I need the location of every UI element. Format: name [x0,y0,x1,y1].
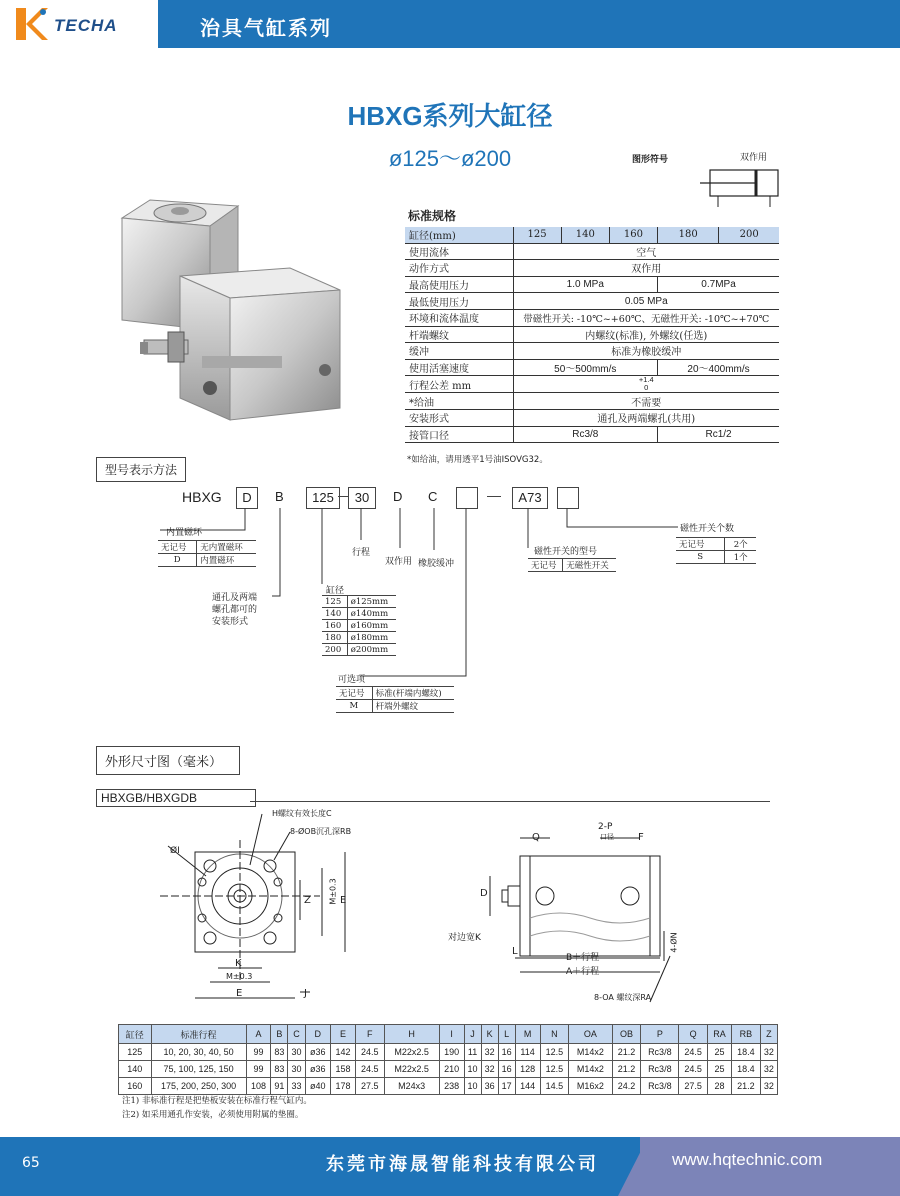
symbol-label: 图形符号 [632,155,669,165]
model-code-prefix: HBXG [182,489,222,505]
dim-cell: M22x2.5 [384,1061,439,1078]
label-e-h: E [236,988,243,999]
dim-header: H [384,1025,439,1044]
dim-note-2: 注2) 如采用通孔作安装，必须使用附属的垫圈。 [122,1110,304,1120]
switch-type-title: 磁性开关的型号 [534,547,598,557]
label-thread: H螺纹有效长度C [272,809,332,818]
switch-desc: 无磁性开关 [563,559,616,572]
dim-header: OA [569,1025,612,1044]
dim-cell: 10 [464,1061,481,1078]
dim-cell: Rc3/8 [641,1061,679,1078]
spec-label: 最低使用压力 [405,293,513,310]
dim-cell: ø36 [305,1061,331,1078]
logo-text: TECHA [54,16,118,35]
dim-header: L [498,1025,515,1044]
count-desc: 1个 [725,551,756,564]
dim-cell: 16 [498,1044,515,1061]
dim-cell: 91 [271,1078,288,1095]
front-view-drawing [150,810,360,1010]
switch-count-table [676,537,756,564]
dim-cell: 21.2 [612,1061,641,1078]
spec-label: *给油 [405,393,513,410]
label-d: D [480,888,488,899]
dim-cell: 158 [331,1061,356,1078]
dim-cell: 99 [246,1061,271,1078]
dim-cell: 32 [481,1044,498,1061]
switch-count-title: 磁性开关个数 [680,524,735,534]
label-flat: 对边宽K [448,933,481,943]
label-phi-n: 4-ØN [669,932,679,953]
mount-desc [212,592,257,628]
spec-label: 行程公差 mm [405,376,513,393]
bore-code: 125 [322,596,347,608]
dim-row [119,1061,778,1078]
spec-value-a: 50～500mm/s [513,359,658,376]
dim-cell: 24.2 [612,1078,641,1095]
dim-cell: ø40 [305,1078,331,1095]
options-title: 可选项 [338,675,366,685]
dim-cell: 24.5 [355,1044,384,1061]
label-oa: 8-OA 螺纹深RA [594,993,652,1002]
bore-size: ø140mm [347,608,396,620]
spec-label: 动作方式 [405,260,513,277]
dim-header: N [540,1025,569,1044]
bore-code: 200 [322,644,347,656]
magnet-code: 无记号 [158,541,197,554]
spec-value: 空气 [513,243,779,260]
magnet-code: D [158,554,197,567]
label-port-sub: 口径 [600,833,614,841]
spec-bore: 125 [513,227,561,243]
dim-header: 标准行程 [151,1025,246,1044]
label-port: 2-P [598,822,613,832]
dim-header: P [641,1025,679,1044]
label-m-v: M±0.3 [328,878,338,905]
count-code: S [676,551,725,564]
dim-cell: 24.5 [679,1044,708,1061]
dim-row [119,1078,778,1095]
dim-cell: 27.5 [355,1078,384,1095]
dim-cell: 14.5 [540,1078,569,1095]
magnet-desc: 无内置磁环 [197,541,256,554]
options-table [336,686,454,713]
dim-cell: 210 [439,1061,464,1078]
dim-header: D [305,1025,331,1044]
dim-cell: 144 [515,1078,540,1095]
dim-cell: 33 [288,1078,305,1095]
dim-header: Z [760,1025,777,1044]
dim-header: K [481,1025,498,1044]
dim-note-1: 注1) 非标准行程是把垫板安装在标准行程气缸内。 [122,1096,312,1106]
code-cushion: C [428,489,438,504]
dim-cell: 25 [708,1061,732,1078]
bore-size: ø180mm [347,632,396,644]
label-b-stroke: B＋行程 [566,953,600,963]
dim-header: F [355,1025,384,1044]
spec-value: 内螺纹(标准), 外螺纹(任选) [513,326,779,343]
dim-cell: 160 [119,1078,152,1095]
dim-cell: 32 [481,1061,498,1078]
bore-title: 缸径 [326,586,345,596]
spec-value-a: Rc3/8 [513,426,658,443]
label-l: L [512,946,518,957]
code-magnet: D [236,487,258,509]
dim-cell: 114 [515,1044,540,1061]
dim-cell: 238 [439,1078,464,1095]
dim-cell: 30 [288,1061,305,1078]
dim-cell: 21.2 [732,1078,761,1095]
dim-header: M [515,1025,540,1044]
spec-bore: 160 [609,227,657,243]
dim-cell: 30 [288,1044,305,1061]
dim-cell: 140 [119,1061,152,1078]
dim-cell: 12.5 [540,1061,569,1078]
dim-cell: 108 [246,1078,271,1095]
spec-value-b: 20～400mm/s [658,359,779,376]
double-label: 双作用 [385,557,413,567]
dim-cell: 83 [271,1044,288,1061]
dim-cell: 32 [760,1061,777,1078]
dim-cell: 125 [119,1044,152,1061]
dim-cell: 178 [331,1078,356,1095]
option-code: 无记号 [336,687,372,700]
page-title: HBXG系列大缸径 [347,101,553,131]
magnet-table [158,540,256,567]
spec-value-b: 0.7MPa [658,276,779,293]
spec-bore: 140 [561,227,609,243]
spec-head-label: 缸径(mm) [405,227,513,243]
dim-cell: 83 [271,1061,288,1078]
magnet-title: 内置磁环 [166,528,203,538]
spec-label: 最高使用压力 [405,276,513,293]
bore-code: 140 [322,608,347,620]
dims-model-label: HBXGB/HBXGDB [96,789,256,807]
bore-size: ø200mm [347,644,396,656]
code-stroke: 30 [348,487,376,509]
dim-body [119,1044,778,1095]
spec-title: 标准规格 [408,209,457,223]
spec-value-a: 1.0 MPa [513,276,658,293]
dim-header: OB [612,1025,641,1044]
label-z: Z [304,895,311,906]
dim-cell: 12.5 [540,1044,569,1061]
bore-size: ø160mm [347,620,396,632]
label-m-h: M±0.3 [226,972,253,981]
spec-label: 杆端螺纹 [405,326,513,343]
mount-line: 通孔及两端 [212,593,258,603]
bore-code: 180 [322,632,347,644]
page-subtitle: ø125～ø200 [388,146,512,171]
label-holes: 8-ØOB沉孔深RB [290,827,352,836]
mount-line: 螺孔都可的 [212,605,258,615]
spec-label: 缓冲 [405,343,513,360]
dim-cell: 18.4 [732,1061,761,1078]
bore-code: 160 [322,620,347,632]
code-mount: B [275,489,284,504]
spec-value-b: Rc1/2 [658,426,779,443]
spec-bore: 200 [719,227,779,243]
switch-code: 无记号 [528,559,563,572]
spec-label: 环境和流体温度 [405,309,513,326]
dim-cell: 10, 20, 30, 40, 50 [151,1044,246,1061]
dim-cell: 25 [708,1044,732,1061]
tolerance-minus: 0 [644,383,649,393]
count-desc: 2个 [725,538,756,551]
spec-value: 双作用 [513,260,779,277]
dim-cell: 21.2 [612,1044,641,1061]
spec-value: 0.05 MPa [513,293,779,310]
dim-row [119,1044,778,1061]
stroke-label: 行程 [352,548,371,558]
dim-cell: 142 [331,1044,356,1061]
dim-header: RB [732,1025,761,1044]
label-e-v: E [340,895,347,906]
magnet-desc: 内置磁环 [197,554,256,567]
dim-cell: M24x3 [384,1078,439,1095]
dims-rule [250,801,770,802]
spec-value: 通孔及两端螺孔(共用) [513,409,779,426]
label-phi-i: ØI [170,846,180,856]
label-a-stroke: A＋行程 [566,967,600,977]
dims-section-title: 外形尺寸图（毫米） [96,746,240,775]
dim-cell: 99 [246,1044,271,1061]
switch-type-table [528,558,616,572]
bore-table [322,595,396,656]
spec-value: 不需要 [513,393,779,410]
option-desc: 杆端外螺纹 [372,700,454,713]
tolerance-plus: +1.4 [638,375,654,385]
page-number: 65 [22,1155,40,1171]
dim-cell: 28 [708,1078,732,1095]
dim-cell: 32 [760,1078,777,1095]
dim-header: J [464,1025,481,1044]
dim-cell: 10 [464,1078,481,1095]
website-link[interactable]: www.hqtechnic.com [672,1150,823,1169]
spec-value: 标准为橡胶缓冲 [513,343,779,360]
dim-header: B [271,1025,288,1044]
dim-header: I [439,1025,464,1044]
dim-cell: 27.5 [679,1078,708,1095]
dim-cell: 11 [464,1044,481,1061]
header-title: 治具气缸系列 [200,16,332,40]
dim-cell: M14x2 [569,1061,612,1078]
dim-cell: 32 [760,1044,777,1061]
model-section-title: 型号表示方法 [96,457,186,482]
spec-note: *如给油，请用透平1号油ISOVG32。 [407,455,548,465]
dim-cell: 36 [481,1078,498,1095]
code-bore: 125 [306,487,340,509]
spec-label: 使用活塞速度 [405,359,513,376]
spec-label: 使用流体 [405,243,513,260]
symbol-type: 双作用 [740,153,768,163]
dim-cell: M14x2 [569,1044,612,1061]
label-j: J [304,988,307,999]
dim-cell: M16x2 [569,1078,612,1095]
dim-header: Q [679,1025,708,1044]
code-double: D [393,489,403,504]
dim-cell: 24.5 [679,1061,708,1078]
label-q: Q [532,832,540,843]
dim-cell: 16 [498,1061,515,1078]
side-view-drawing [440,826,690,1016]
spec-value: 带磁性开关: -10℃~+60℃、无磁性开关: -10℃~+70℃ [513,309,779,326]
count-code: 无记号 [676,538,725,551]
dim-header-row [119,1025,778,1044]
dim-cell: 190 [439,1044,464,1061]
dim-cell: M22x2.5 [384,1044,439,1061]
dim-header: A [246,1025,271,1044]
dim-cell: 175, 200, 250, 300 [151,1078,246,1095]
dim-cell: 128 [515,1061,540,1078]
code-switch-type: A73 [512,487,548,509]
dimension-table [118,1024,778,1095]
option-code: M [336,700,372,713]
dim-header: E [331,1025,356,1044]
cushion-label: 橡胶缓冲 [418,559,455,569]
option-desc: 标准(杆端内螺纹) [372,687,454,700]
dim-header: RA [708,1025,732,1044]
dim-header: 缸径 [119,1025,152,1044]
spec-label: 安装形式 [405,409,513,426]
dim-cell: 18.4 [732,1044,761,1061]
spec-bore: 180 [658,227,719,243]
dim-cell: ø36 [305,1044,331,1061]
dim-header: C [288,1025,305,1044]
footer-divider [618,1137,648,1196]
dim-cell: 17 [498,1078,515,1095]
dim-cell: Rc3/8 [641,1044,679,1061]
company-name: 东莞市海晟智能科技有限公司 [326,1154,599,1175]
mount-line: 安装形式 [212,617,249,627]
dim-cell: Rc3/8 [641,1078,679,1095]
spec-label: 接管口径 [405,426,513,443]
label-f: F [638,832,644,843]
bore-size: ø125mm [347,596,396,608]
label-k: K [235,958,242,969]
dim-cell: 75, 100, 125, 150 [151,1061,246,1078]
dim-cell: 24.5 [355,1061,384,1078]
